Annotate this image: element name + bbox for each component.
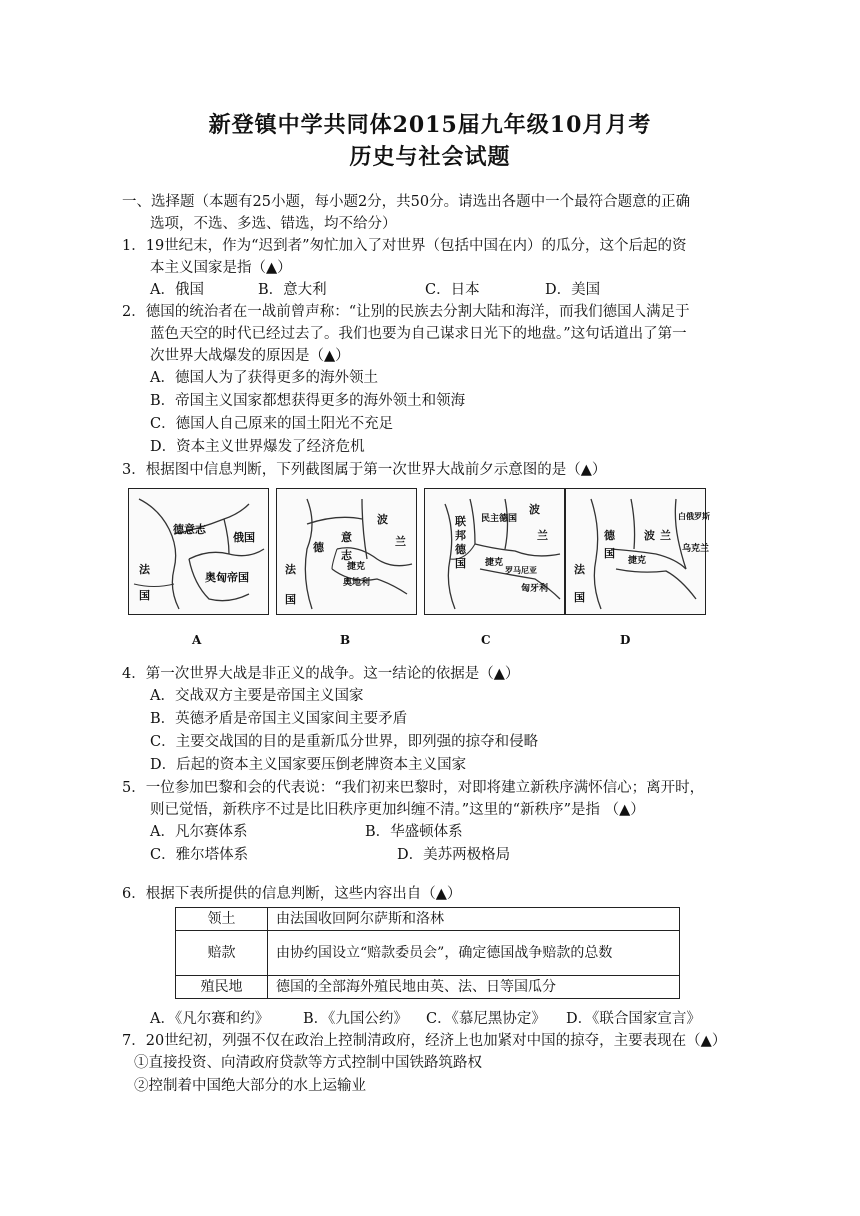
page-subtitle: 历史与社会试题 [349,144,511,170]
q5-option-a: A．凡尔赛体系 [150,824,248,840]
q2-stem-cont: 蓝色天空的时代已经过去了。我们也要为自己谋求日光下的地盘。”这句话道出了第一 [150,326,687,342]
q6-option-a: A．《凡尔赛和约》 [150,1011,270,1027]
map-b-label: 法 [285,563,296,576]
table-row [176,931,680,976]
map-c-label: 邦 [455,529,466,542]
q1-option-c: C．日本 [425,282,480,298]
section-header-cont: 选项，不选、多选、错选，均不给分） [150,216,397,232]
table-value: 由协约国设立“赔款委员会”，确定德国战争赔款的总数 [268,931,680,976]
map-b-label: 捷克 [347,562,366,572]
q5-option-b: B．华盛顿体系 [365,824,463,840]
map-d-label: 国 [574,591,585,604]
map-c-label: 波 [529,503,540,516]
map-c-caption: C [481,633,491,647]
map-a [128,488,269,615]
q4-option-c: C．主要交战国的目的是重新瓜分世界，即列强的掠夺和侵略 [150,734,539,750]
map-d-label: 乌克兰 [682,544,710,554]
q7-item: ②控制着中国绝大部分的水上运输业 [134,1078,366,1094]
map-c-label: 国 [455,557,466,570]
q1-stem: 1．19世纪末，作为“迟到者”匆忙加入了对世界（包括中国在内）的瓜分，这个后起的资 [122,238,687,254]
q2-option-b: B．帝国主义国家都想获得更多的海外领土和领海 [150,393,466,409]
table-key: 领土 [176,908,268,931]
map-c-borders [425,489,564,614]
map-b-label: 波 [377,513,388,526]
q7-item: ①直接投资、向清政府贷款等方式控制中国铁路筑路权 [134,1055,482,1071]
map-c-label: 罗马尼亚 [505,565,537,575]
map-c-label: 匈牙利 [521,584,549,594]
map-b-label: 兰 [395,535,406,548]
map-c-label: 民主德国 [481,514,518,524]
q2-option-a: A．德国人为了获得更多的海外领土 [150,370,378,386]
q2-option-c: C．德国人自己原来的国土阳光不充足 [150,416,394,432]
q1-option-a: A．俄国 [150,282,204,298]
q2-stem: 2．德国的统治者在一战前曾声称：“让别的民族去分割大陆和海洋，而我们德国人满足于 [122,304,690,320]
q3-maps [128,488,728,648]
map-b [276,488,417,615]
map-c-label: 联 [455,515,466,528]
map-d-label: 德 [604,529,615,542]
map-a-label: 奥匈帝国 [205,571,249,584]
q5-option-d: D．美苏两极格局 [397,847,511,863]
map-b-label: 奥地利 [343,578,371,588]
q6-option-c: C．《慕尼黑协定》 [426,1011,546,1027]
map-d-label: 白俄罗斯 [678,511,710,521]
q2-stem-cont: 次世界大战爆发的原因是（▲） [150,348,350,364]
page-title: 新登镇中学共同体2015届九年级10月月考 [208,112,652,138]
map-d-label: 波 [644,529,655,542]
map-d-caption: D [620,633,631,647]
map-c-label: 德 [455,543,466,556]
q1-option-d: D．美国 [545,282,601,298]
q4-option-d: D．后起的资本主义国家要压倒老牌资本主义国家 [150,757,467,773]
q1-option-b: B．意大利 [258,282,327,298]
map-b-caption: B [340,633,351,647]
map-c [424,488,565,615]
q5-stem: 5．一位参加巴黎和会的代表说：“我们初来巴黎时，对即将建立新秩序满怀信心；离开时， [122,780,705,796]
q1-stem-cont: 本主义国家是指（▲） [150,260,292,276]
map-a-label: 法 [139,563,150,576]
table-value: 由法国收回阿尔萨斯和洛林 [268,908,680,931]
map-b-label: 志 [341,549,352,562]
table-key: 殖民地 [176,976,268,999]
q6-table [175,907,680,999]
map-c-label: 捷克 [485,558,504,568]
section-header: 一、选择题（本题有25小题，每小题2分，共50分。请选出各题中一个最符合题意的正确 [122,194,691,210]
map-b-label: 国 [285,593,296,606]
q5-option-c: C．雅尔塔体系 [150,847,249,863]
table-row [176,908,680,931]
map-a-label: 德意志 [173,523,206,536]
q4-stem: 4．第一次世界大战是非正义的战争。这一结论的依据是（▲） [122,666,520,682]
table-key: 赔款 [176,931,268,976]
q7-stem: 7．20世纪初，列强不仅在政治上控制清政府，经济上也加紧对中国的掠夺，主要表现在（▲） [122,1033,727,1049]
map-d-label: 国 [604,547,615,560]
q6-option-b: B．《九国公约》 [303,1011,408,1027]
table-value: 德国的全部海外殖民地由英、法、日等国瓜分 [268,976,680,999]
q6-stem: 6．根据下表所提供的信息判断，这些内容出自（▲） [122,886,462,902]
map-d-label: 兰 [660,529,671,542]
map-d-label: 法 [574,563,585,576]
map-d-label: 捷克 [628,556,647,566]
map-d [565,488,710,615]
map-b-label: 德 [313,541,324,554]
q6-option-d: D．《联合国家宣言》 [566,1011,701,1027]
q3-stem: 3．根据图中信息判断，下列截图属于第一次世界大战前夕示意图的是（▲） [122,462,607,478]
q5-stem-cont: 则已觉悟，新秩序不过是比旧秩序更加纠缠不清。”这里的“新秩序”是指 （▲） [150,802,645,818]
q2-option-d: D．资本主义世界爆发了经济危机 [150,439,365,455]
q4-option-a: A．交战双方主要是帝国主义国家 [150,688,364,704]
table-row [176,976,680,999]
map-a-label: 国 [139,589,150,602]
map-b-label: 意 [341,531,352,544]
q4-option-b: B．英德矛盾是帝国主义国家间主要矛盾 [150,711,408,727]
map-a-label: 俄国 [233,531,255,544]
map-c-label: 兰 [537,529,548,542]
map-a-caption: A [192,633,202,647]
